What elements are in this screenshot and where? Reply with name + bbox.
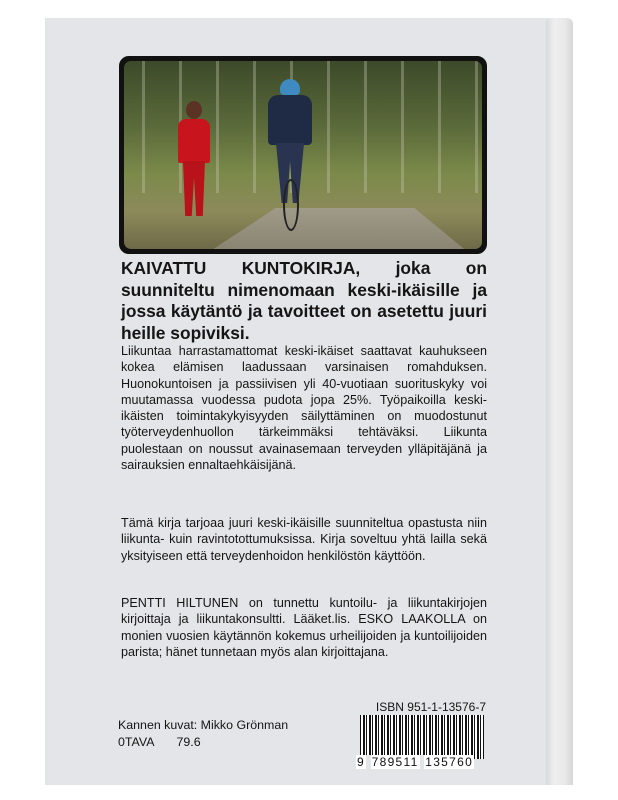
publisher-line (118, 734, 288, 751)
barcode-number (356, 755, 474, 769)
book-spine (546, 18, 573, 785)
lead-paragraph: KAIVATTU KUNTOKIRJA, joka on suunniteltu nimenomaan keski-ikäisille ja jossa käytäntö ja tavoitteet on asetettu juuri heille sopiviksi. (121, 258, 487, 343)
cover-photo-frame (119, 56, 487, 254)
barcode-digits-group2: 135760 (425, 755, 474, 769)
runner-figure (174, 101, 214, 221)
body-paragraph-1: Liikuntaa harrastamattomat keski-ikäiset saattavat kauhukseen kokea elämisen laadussaan varsinaisen romahduksen. Huonokuntoisen ja passiivisen yli 40-vuotiaan suorituskyky voi muutamassa vuodessa pudota jopa 25%. Työpaikoilla keski-ikäisten toimintakykyisyyden säilyttäminen on muodostunut työterveydenhuollon tärkeimmäksi tehtäväksi. Liikunta puolestaan on noussut avainasemaan terveyden ylläpitäjänä ja sairauksien ennaltaehkäisijänä. (121, 344, 487, 473)
credits (118, 717, 288, 751)
barcode-digits-group1: 789511 (371, 755, 419, 769)
forest-path (214, 208, 465, 249)
cyclist-figure (262, 79, 322, 229)
classification-code: 79.6 (176, 735, 201, 749)
author-paragraph: PENTTI HILTUNEN on tunnettu kuntoilu- ja liikuntakirjojen kirjoittaja ja liikuntakonsultti. Lääket.lis. ESKO LAAKOLLA on monien vuosien käytännön kokemus urheilijoiden ja kuntoilijoiden parista; hänet tunnetaan myös alan kirjoittajana. (121, 596, 487, 659)
cover-photo-credit: Kannen kuvat: Mikko Grönman (118, 718, 289, 732)
publisher-name: 0TAVA (118, 735, 155, 749)
barcode (360, 715, 484, 759)
barcode-digit-first: 9 (357, 755, 365, 769)
isbn-label: ISBN 951-1-13576-7 (375, 700, 486, 714)
cover-photo-runner-and-cyclist (124, 61, 482, 249)
body-paragraph-2: Tämä kirja tarjoaa juuri keski-ikäisille suunniteltua opastusta niin liikunta- kuin ravintotottumuksissa. Kirja soveltuu yhtä lailla sekä yksityiseen että terveydenhoidon henkilöstön käyttöön. (121, 516, 487, 563)
